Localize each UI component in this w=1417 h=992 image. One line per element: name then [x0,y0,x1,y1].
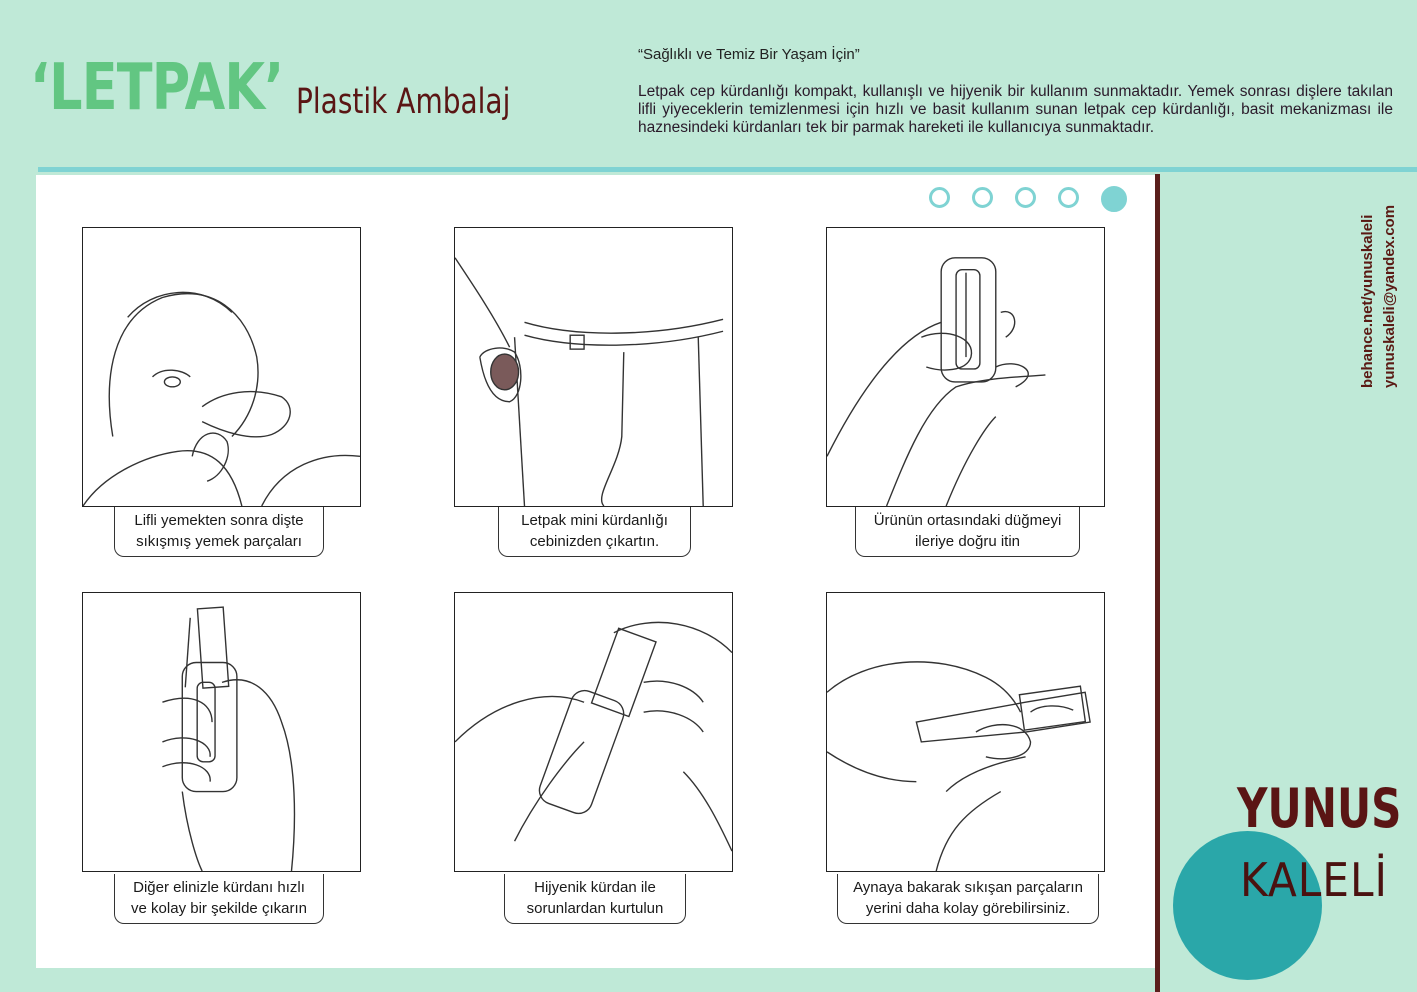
step-1-caption: Lifli yemekten sonra dişte sıkışmış yemek parçaları [114,507,324,557]
step-4-caption: Diğer elinizle kürdanı hızlı ve kolay bir şekilde çıkarın [114,874,324,924]
page-dot-1[interactable] [929,187,950,208]
slogan: “Sağlıklı ve Temiz Bir Yaşam İçin” [638,46,860,63]
step-2-illustration [454,227,733,507]
step-4-illustration [82,592,361,872]
page-dot-5-active[interactable] [1101,186,1127,212]
brand-subtitle: Plastik Ambalaj [296,82,511,122]
vertical-divider [1155,174,1160,992]
author-first-name: YUNUS [1237,777,1402,840]
step-3-illustration [826,227,1105,507]
email-link[interactable]: yunuskaleli@yandex.com [1381,204,1398,388]
pocket-icon [455,228,732,506]
behance-link[interactable]: behance.net/yunuskaleli [1359,214,1376,388]
step-1-illustration [82,227,361,507]
step-6-illustration [826,592,1105,872]
page-dot-2[interactable] [972,187,993,208]
description: Letpak cep kürdanlığı kompakt, kullanışlı ve hijyenik bir kullanım sunmaktadır. Yemek sonrası dişlere takılan lifli yiyeceklerin temizlenmesi için hızlı ve basit kullanım sunan letpak cep kürdanlığı, basit mekanizması ile haznesindeki kürdanları tek bir parmak hareketi ile kullanıcıya sunmaktadır. [638,83,1393,136]
step-6-caption: Aynaya bakarak sıkışan parçaların yerini daha kolay görebilirsiniz. [837,874,1099,924]
pagination-dots [929,187,1127,212]
contact-info [1357,205,1401,388]
step-5-caption: Hijyenik kürdan ile sorunlardan kurtulun [504,874,686,924]
top-divider [38,167,1417,172]
step-3-caption: Ürünün ortasındaki düğmeyi ileriye doğru itin [855,507,1080,557]
step-5-illustration [454,592,733,872]
page-dot-3[interactable] [1015,187,1036,208]
thumb-push-icon [827,228,1104,506]
two-hands-icon [455,593,732,871]
pull-toothpick-icon [83,593,360,871]
step-2-caption: Letpak mini kürdanlığı cebinizden çıkartın. [498,507,691,557]
mirror-teeth-icon [827,593,1104,871]
person-face-icon [83,228,360,506]
brand-title: ‘LETPAK’ [30,51,284,125]
page-dot-4[interactable] [1058,187,1079,208]
author-last-name: KALELİ [1240,853,1388,907]
